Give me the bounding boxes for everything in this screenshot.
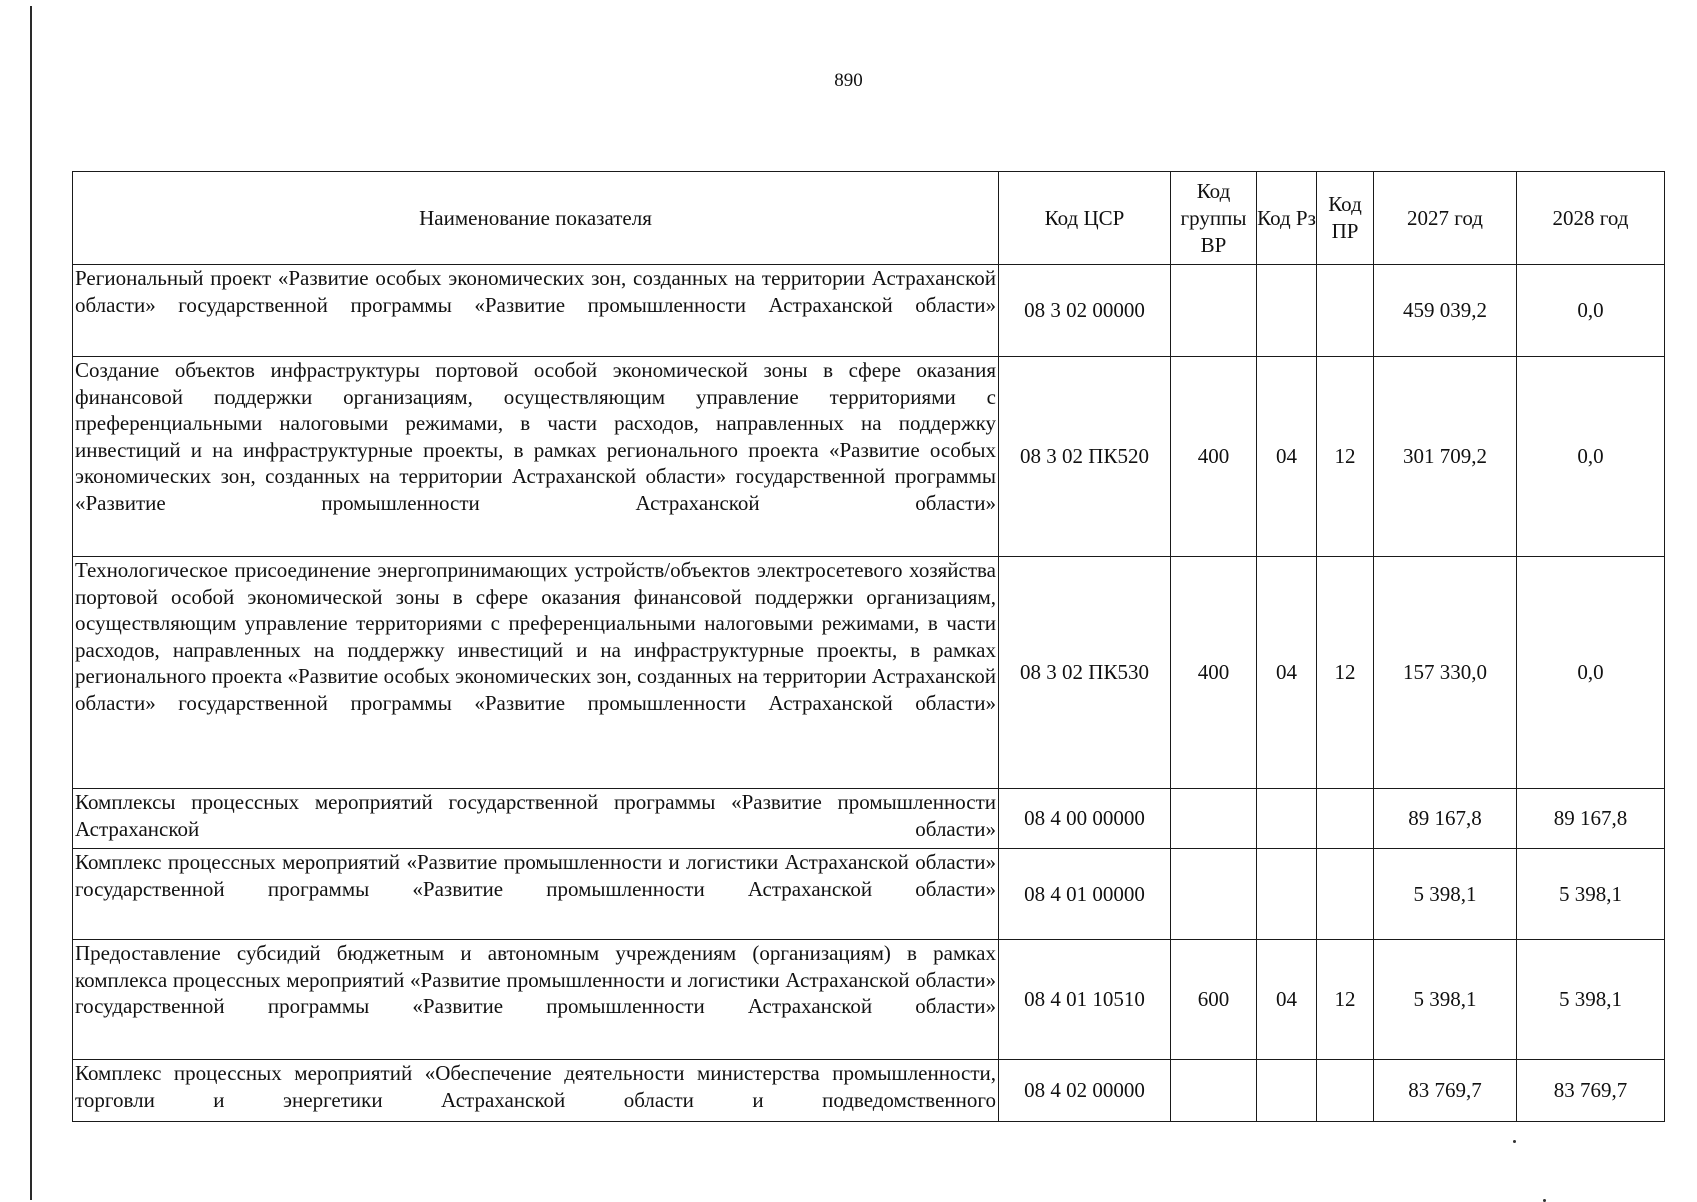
row-2028: 0,0 [1517, 557, 1665, 789]
row-rz: 04 [1257, 357, 1317, 557]
row-name: Комплекс процессных мероприятий «Обеспечение деятельности министерства промышленности, торговли и энергетики Астраханской области и подведомственного [73, 1060, 999, 1122]
table-header-row [73, 172, 1665, 265]
row-name: Комплекс процессных мероприятий «Развитие промышленности и логистики Астраханской области» государственной программы «Развитие промышленности Астраханской области» [73, 849, 999, 940]
scan-speck [1513, 1140, 1516, 1143]
row-2028: 5 398,1 [1517, 849, 1665, 940]
header-csr: Код ЦСР [999, 172, 1171, 265]
row-csr: 08 4 02 00000 [999, 1060, 1171, 1122]
budget-table [72, 171, 1665, 1122]
page-number: 890 [834, 70, 863, 91]
table-row [73, 940, 1665, 1060]
row-csr: 08 3 02 ПК530 [999, 557, 1171, 789]
row-pr [1317, 1060, 1374, 1122]
row-vr [1171, 789, 1257, 849]
header-vr: Код группы ВР [1171, 172, 1257, 265]
row-vr: 400 [1171, 557, 1257, 789]
left-margin-rule [30, 6, 32, 1200]
row-vr: 400 [1171, 357, 1257, 557]
row-vr [1171, 849, 1257, 940]
row-2027: 83 769,7 [1374, 1060, 1517, 1122]
row-csr: 08 3 02 00000 [999, 265, 1171, 357]
row-name: Предоставление субсидий бюджетным и автономным учреждениям (организациям) в рамках комплекса процессных мероприятий «Развитие промышленности и логистики Астраханской области» государственной программы «Развитие промышленности Астраханской области» [73, 940, 999, 1060]
row-2028: 89 167,8 [1517, 789, 1665, 849]
row-name: Комплексы процессных мероприятий государственной программы «Развитие промышленности Астраханской области» [73, 789, 999, 849]
header-pr: Код ПР [1317, 172, 1374, 265]
row-pr: 12 [1317, 940, 1374, 1060]
row-2027: 89 167,8 [1374, 789, 1517, 849]
header-2027: 2027 год [1374, 172, 1517, 265]
table-row [73, 357, 1665, 557]
row-vr [1171, 265, 1257, 357]
row-pr [1317, 789, 1374, 849]
row-pr [1317, 265, 1374, 357]
row-name: Технологическое присоединение энергопринимающих устройств/объектов электросетевого хозяйства портовой особой экономической зоны в сфере оказания финансовой поддержки организациям, осуществляющим управление территориями с преференциальными налоговыми режимами, в части расходов, направленных на поддержку инвестиций и на инфраструктурные проекты, в рамках регионального проекта «Развитие особых экономических зон, созданных на территории Астраханской области» государственной программы «Развитие промышленности Астраханской области» [73, 557, 999, 789]
row-2027: 459 039,2 [1374, 265, 1517, 357]
table-row [73, 1060, 1665, 1122]
row-rz [1257, 265, 1317, 357]
row-2027: 157 330,0 [1374, 557, 1517, 789]
row-2028: 0,0 [1517, 357, 1665, 557]
row-csr: 08 4 01 10510 [999, 940, 1171, 1060]
row-csr: 08 4 00 00000 [999, 789, 1171, 849]
row-name: Создание объектов инфраструктуры портовой особой экономической зоны в сфере оказания финансовой поддержки организациям, осуществляющим управление территориями с преференциальными налоговыми режимами, в части расходов, направленных на поддержку инвестиций и на инфраструктурные проекты, в рамках регионального проекта «Развитие особых экономических зон, созданных на территории Астраханской области» государственной программы «Развитие промышленности Астраханской области» [73, 357, 999, 557]
row-2027: 5 398,1 [1374, 849, 1517, 940]
row-2027: 301 709,2 [1374, 357, 1517, 557]
row-rz [1257, 849, 1317, 940]
table-row [73, 849, 1665, 940]
row-rz [1257, 1060, 1317, 1122]
table-row [73, 789, 1665, 849]
row-vr [1171, 1060, 1257, 1122]
row-rz: 04 [1257, 940, 1317, 1060]
row-pr [1317, 849, 1374, 940]
header-name: Наименование показателя [73, 172, 999, 265]
row-rz [1257, 789, 1317, 849]
row-rz: 04 [1257, 557, 1317, 789]
row-vr: 600 [1171, 940, 1257, 1060]
row-pr: 12 [1317, 557, 1374, 789]
row-2028: 83 769,7 [1517, 1060, 1665, 1122]
table-row [73, 557, 1665, 789]
header-rz: Код Рз [1257, 172, 1317, 265]
row-2028: 0,0 [1517, 265, 1665, 357]
row-name: Региональный проект «Развитие особых экономических зон, созданных на территории Астраханской области» государственной программы «Развитие промышленности Астраханской области» [73, 265, 999, 357]
row-csr: 08 4 01 00000 [999, 849, 1171, 940]
row-2027: 5 398,1 [1374, 940, 1517, 1060]
header-2028: 2028 год [1517, 172, 1665, 265]
table-row [73, 265, 1665, 357]
row-csr: 08 3 02 ПК520 [999, 357, 1171, 557]
row-pr: 12 [1317, 357, 1374, 557]
row-2028: 5 398,1 [1517, 940, 1665, 1060]
